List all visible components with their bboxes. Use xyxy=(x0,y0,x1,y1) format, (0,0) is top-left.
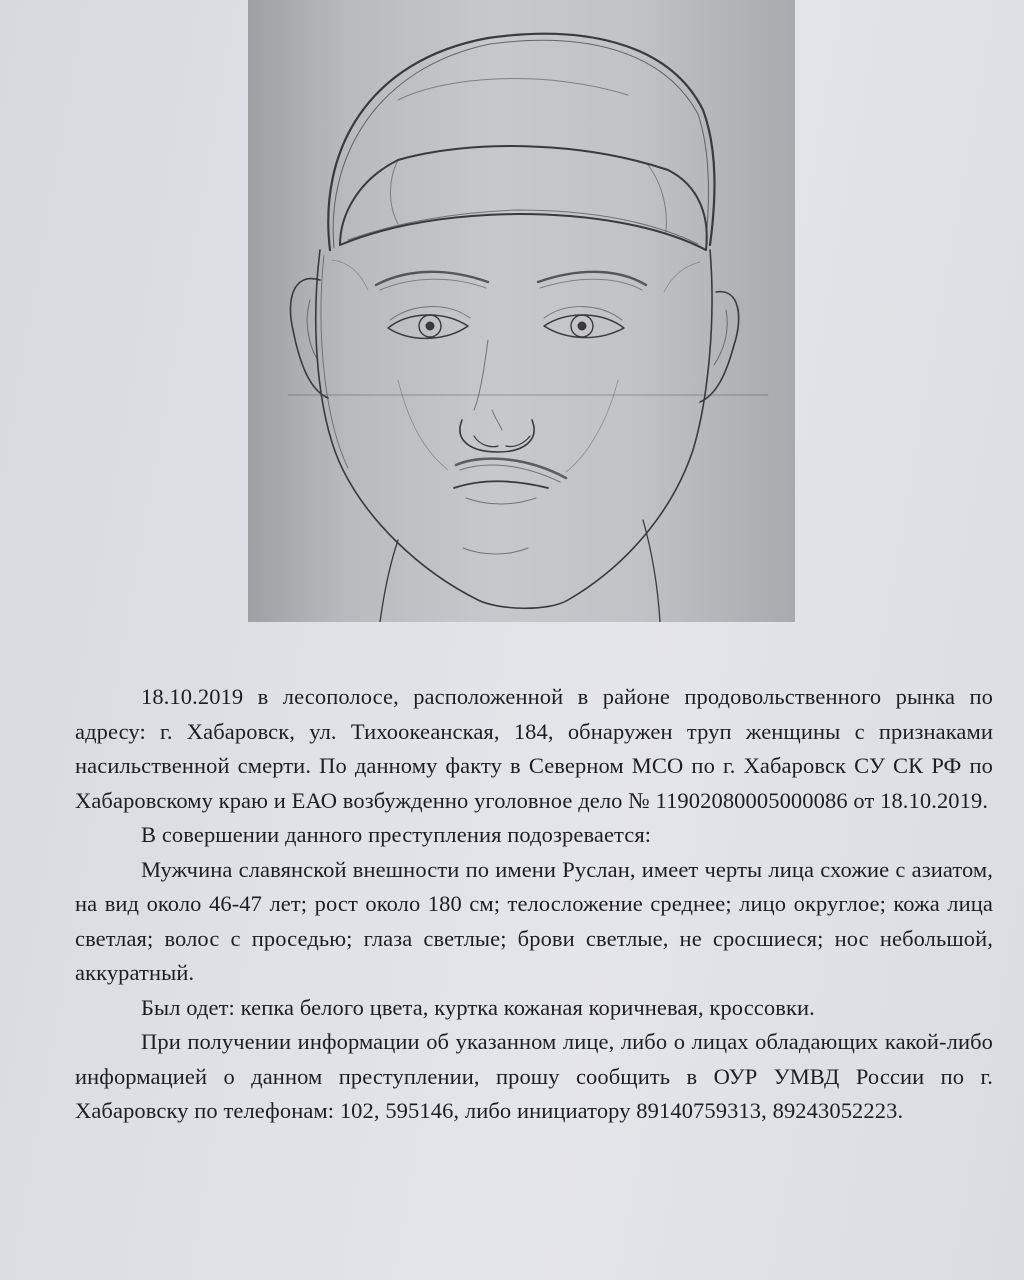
suspect-sketch xyxy=(248,0,795,622)
clothing-paragraph: Был одет: кепка белого цвета, куртка кожаная коричневая, кроссовки. xyxy=(141,994,815,1020)
suspect-description-paragraph: Мужчина славянской внешности по имени Руслан, имеет черты лица схожие с азиатом, на вид около 46-47 лет; рост около 180 см; телосложение среднее; лицо округлое; кожа лица светлая; волос с проседью; глаза светлые; брови светлые, не сросшиеся; нос небольшой, аккуратный. xyxy=(75,856,993,985)
contact-paragraph: При получении информации об указанном лице, либо о лицах обладающих какой-либо информацией о данном преступлении, прошу сообщить в ОУР УМВД России по г. Хабаровску по телефонам: 102, 595146, либо инициатору 89140759313, 89243052223. xyxy=(75,1029,993,1123)
suspect-sketch-drawing xyxy=(248,0,795,622)
notice-text xyxy=(75,680,993,1129)
incident-paragraph: 18.10.2019 в лесополосе, расположенной в районе продовольственного рынка по адресу: г. Хабаровск, ул. Тихоокеанская, 184, обнаружен труп женщины с признаками насильственной смерти. По данному факту в Северном МСО по г. Хабаровск СУ СК РФ по Хабаровскому краю и ЕАО возбужденно уголовное дело № 11902080005000086 от 18.10.2019. xyxy=(75,684,993,813)
suspect-intro-paragraph: В совершении данного преступления подозревается: xyxy=(141,822,652,847)
